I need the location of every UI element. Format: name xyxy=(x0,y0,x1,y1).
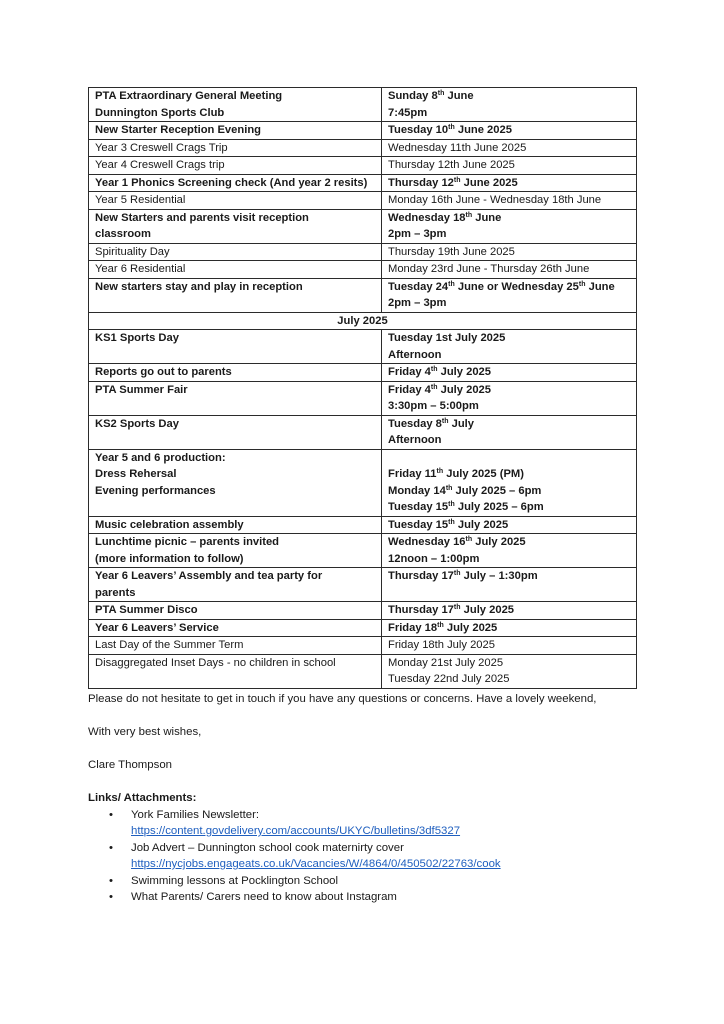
link-item xyxy=(109,807,648,840)
table-row xyxy=(89,654,637,688)
date-part: Thursday 12 xyxy=(388,176,454,189)
date-part: Sunday 8 xyxy=(388,90,438,102)
bullet-icon: • xyxy=(109,841,113,854)
date-part: 2pm – 3pm xyxy=(388,228,447,240)
date-cell xyxy=(382,261,637,279)
table-row xyxy=(89,619,637,637)
date-text xyxy=(388,105,630,122)
date-text xyxy=(388,517,630,534)
date-part: Wednesday 16 xyxy=(388,536,466,548)
date-part: Friday 4 xyxy=(388,383,431,396)
link-url[interactable]: https://content.govdelivery.com/accounts/UKYC/bulletins/3df5327 xyxy=(131,825,461,837)
event-text: KS2 Sports Day xyxy=(95,417,179,430)
date-text xyxy=(388,499,630,516)
link-item-text: Job Advert – Dunnington school cook maternirty cover xyxy=(131,841,404,854)
date-part: June xyxy=(472,211,502,224)
table-row xyxy=(89,174,637,192)
event-text: Year 6 Leavers’ Service xyxy=(95,621,219,634)
table-row xyxy=(89,88,637,122)
event-text: Evening performances xyxy=(95,484,216,497)
date-text xyxy=(388,210,630,227)
date-text xyxy=(388,432,630,449)
event-text: Dunnington Sports Club xyxy=(95,106,225,119)
date-cell xyxy=(382,192,637,210)
date-part: Tuesday 10 xyxy=(388,124,449,136)
event-text: PTA Extraordinary General Meeting xyxy=(95,90,283,102)
date-cell xyxy=(382,449,637,516)
table-row xyxy=(89,192,637,210)
date-cell xyxy=(382,157,637,175)
event-cell xyxy=(89,602,382,620)
month-header-row xyxy=(89,312,637,330)
event-text: Lunchtime picnic – parents invited xyxy=(95,536,280,548)
date-text xyxy=(388,157,630,174)
date-text xyxy=(388,602,630,619)
event-cell xyxy=(89,364,382,382)
bullet-icon: • xyxy=(109,874,113,887)
link-item-text: York Families Newsletter: xyxy=(131,808,260,821)
event-text: Year 1 Phonics Screening check (And year 2 resits) xyxy=(95,176,368,189)
table-row xyxy=(89,139,637,157)
event-text: Dress Rehersal xyxy=(95,468,177,480)
ordinal-suffix: th xyxy=(453,176,461,184)
date-part: Friday 18th July 2025 xyxy=(388,639,495,651)
event-text: Year 5 and 6 production: xyxy=(95,451,226,464)
event-text: New Starters and parents visit reception xyxy=(95,211,309,224)
ordinal-suffix: th xyxy=(448,280,455,288)
link-item xyxy=(109,873,648,890)
table-row xyxy=(89,209,637,243)
event-text: New starters stay and play in reception xyxy=(95,280,303,293)
date-part: Thursday 17 xyxy=(388,604,454,616)
date-part: Tuesday 15 xyxy=(388,518,449,531)
date-cell xyxy=(382,139,637,157)
event-cell xyxy=(89,381,382,415)
date-part: July 2025 xyxy=(472,536,526,548)
date-text xyxy=(388,122,630,139)
event-cell xyxy=(89,88,382,122)
table-row xyxy=(89,516,637,534)
date-text xyxy=(388,534,630,551)
event-cell xyxy=(89,278,382,312)
date-part: Tuesday 24 xyxy=(388,280,449,293)
event-cell xyxy=(89,568,382,602)
date-part: Monday 21st July 2025 xyxy=(388,656,504,669)
event-text: Year 4 Creswell Crags trip xyxy=(95,159,225,171)
date-part: Thursday 12th June 2025 xyxy=(388,159,515,171)
event-text: Year 5 Residential xyxy=(95,194,186,206)
date-part: Tuesday 8 xyxy=(388,417,442,430)
events-table xyxy=(88,87,637,689)
date-text xyxy=(388,671,630,688)
event-text: parents xyxy=(95,586,136,599)
date-part: July 2025 (PM) xyxy=(443,468,524,480)
date-part: June 2025 xyxy=(460,176,518,189)
link-item-text: What Parents/ Carers need to know about Instagram xyxy=(131,891,397,903)
link-url[interactable]: https://nycjobs.engageats.co.uk/Vacancies/W/4864/0/450502/22763/cook xyxy=(131,858,501,870)
date-text xyxy=(388,483,630,500)
event-text: New Starter Reception Evening xyxy=(95,124,261,136)
closing-message: Please do not hesitate to get in touch if you have any questions or concerns. Have a lovely weekend, xyxy=(88,693,597,705)
ordinal-suffix: th xyxy=(453,604,461,611)
date-cell xyxy=(382,88,637,122)
date-cell xyxy=(382,209,637,243)
ordinal-suffix: th xyxy=(437,621,444,629)
ordinal-suffix: th xyxy=(437,90,445,97)
date-cell xyxy=(382,174,637,192)
date-part: Tuesday 15 xyxy=(388,501,449,513)
bullet-icon: • xyxy=(109,808,113,821)
event-text: Year 3 Creswell Crags Trip xyxy=(95,141,228,154)
signature: Clare Thompson xyxy=(88,759,172,771)
date-text xyxy=(388,620,630,637)
date-part: June 2025 xyxy=(454,124,512,136)
event-cell xyxy=(89,192,382,210)
event-text: PTA Summer Fair xyxy=(95,383,188,396)
ordinal-suffix: th xyxy=(465,211,473,219)
ordinal-suffix: th xyxy=(445,484,453,492)
date-part: Afternoon xyxy=(388,348,442,361)
event-cell xyxy=(89,157,382,175)
event-cell xyxy=(89,330,382,364)
date-part: July 2025 xyxy=(454,518,509,531)
link-item-text: Swimming lessons at Pocklington School xyxy=(131,874,339,887)
table-row xyxy=(89,243,637,261)
link-item xyxy=(109,840,648,873)
date-part: Monday 14 xyxy=(388,484,446,497)
table-row xyxy=(89,637,637,655)
date-part: June xyxy=(444,90,474,102)
date-text xyxy=(388,347,630,364)
date-part: Thursday 19th June 2025 xyxy=(388,245,515,258)
date-text xyxy=(388,655,630,672)
date-part: July 2025 – 6pm xyxy=(452,484,542,497)
date-text xyxy=(388,330,630,347)
date-part: Afternoon xyxy=(388,434,442,446)
date-cell xyxy=(382,602,637,620)
closing-wishes: With very best wishes, xyxy=(88,726,202,738)
event-cell xyxy=(89,449,382,516)
date-part: July 2025 xyxy=(460,604,515,616)
date-part: Tuesday 1st July 2025 xyxy=(388,332,506,344)
table-row xyxy=(89,122,637,140)
date-text xyxy=(388,295,630,312)
date-part: July 2025 xyxy=(437,366,492,378)
event-cell xyxy=(89,122,382,140)
event-cell xyxy=(89,139,382,157)
date-part: Thursday 17 xyxy=(388,570,454,582)
ordinal-suffix: th xyxy=(430,383,438,391)
month-header: July 2025 xyxy=(89,312,637,330)
date-part: Monday 16th June - Wednesday 18th June xyxy=(388,194,602,206)
date-part: Wednesday 11th June 2025 xyxy=(388,141,527,154)
date-part: Friday 4 xyxy=(388,366,431,378)
event-text: Spirituality Day xyxy=(95,245,170,258)
event-cell xyxy=(89,619,382,637)
event-cell xyxy=(89,534,382,568)
date-part: 12noon – 1:00pm xyxy=(388,552,480,565)
date-text xyxy=(388,551,630,568)
event-text: PTA Summer Disco xyxy=(95,604,198,616)
date-cell xyxy=(382,654,637,688)
event-text: Year 6 Residential xyxy=(95,263,186,275)
date-text xyxy=(388,637,630,654)
date-cell xyxy=(382,415,637,449)
date-part: June or Wednesday 25 xyxy=(454,280,579,293)
bullet-icon: • xyxy=(109,891,113,903)
date-cell xyxy=(382,516,637,534)
table-row xyxy=(89,157,637,175)
date-text xyxy=(388,88,630,105)
event-text: Music celebration assembly xyxy=(95,518,244,531)
links-section xyxy=(88,790,648,906)
ordinal-suffix: th xyxy=(465,536,473,543)
table-row xyxy=(89,278,637,312)
table-row xyxy=(89,449,637,516)
date-cell xyxy=(382,278,637,312)
ordinal-suffix: th xyxy=(453,570,461,577)
date-text xyxy=(388,398,630,415)
date-text xyxy=(388,416,630,433)
date-cell xyxy=(382,568,637,602)
date-cell xyxy=(382,637,637,655)
date-part: Friday 18 xyxy=(388,621,438,634)
date-text xyxy=(388,364,630,381)
date-text xyxy=(388,261,630,278)
date-cell xyxy=(382,619,637,637)
date-part: Wednesday 18 xyxy=(388,211,466,224)
event-text: classroom xyxy=(95,228,151,240)
date-text xyxy=(388,244,630,261)
ordinal-suffix: th xyxy=(448,501,455,508)
table-row xyxy=(89,381,637,415)
table-row xyxy=(89,261,637,279)
table-row xyxy=(89,364,637,382)
date-part: July 2025 xyxy=(443,621,498,634)
date-part: July – 1:30pm xyxy=(460,570,538,582)
date-text xyxy=(388,192,630,209)
ordinal-suffix: th xyxy=(441,417,449,425)
ordinal-suffix: th xyxy=(578,280,586,288)
date-part: 3:30pm – 5:00pm xyxy=(388,400,479,412)
event-text: KS1 Sports Day xyxy=(95,332,179,344)
date-text xyxy=(388,140,630,157)
table-row xyxy=(89,534,637,568)
links-heading: Links/ Attachments: xyxy=(88,792,197,804)
link-item xyxy=(109,889,648,906)
date-cell xyxy=(382,243,637,261)
ordinal-suffix: th xyxy=(436,468,444,475)
ordinal-suffix: th xyxy=(430,366,438,373)
date-cell xyxy=(382,534,637,568)
date-cell xyxy=(382,364,637,382)
links-list xyxy=(88,807,648,906)
event-cell xyxy=(89,415,382,449)
event-cell xyxy=(89,261,382,279)
date-cell xyxy=(382,122,637,140)
date-text xyxy=(388,226,630,243)
date-text xyxy=(388,279,630,296)
table-row xyxy=(89,415,637,449)
event-text: Last Day of the Summer Term xyxy=(95,639,244,651)
date-part: July 2025 xyxy=(437,383,492,396)
table-row xyxy=(89,568,637,602)
date-text xyxy=(388,466,630,483)
date-text xyxy=(388,175,630,192)
date-text xyxy=(388,568,630,585)
date-part: Tuesday 22nd July 2025 xyxy=(388,673,510,685)
date-part: Friday 11 xyxy=(388,468,437,480)
event-cell xyxy=(89,209,382,243)
date-part: June xyxy=(585,280,615,293)
event-text: Disaggregated Inset Days - no children in school xyxy=(95,656,336,669)
blank-line xyxy=(388,450,630,467)
table-row xyxy=(89,330,637,364)
date-part: 7:45pm xyxy=(388,106,428,119)
date-cell xyxy=(382,381,637,415)
event-cell xyxy=(89,174,382,192)
date-part: Monday 23rd June - Thursday 26th June xyxy=(388,263,590,275)
date-part: 2pm – 3pm xyxy=(388,297,447,309)
date-text xyxy=(388,382,630,399)
date-cell xyxy=(382,330,637,364)
event-text: (more information to follow) xyxy=(95,552,244,565)
event-cell xyxy=(89,516,382,534)
date-part: July 2025 – 6pm xyxy=(454,501,544,513)
event-text: Reports go out to parents xyxy=(95,366,232,378)
ordinal-suffix: th xyxy=(448,518,455,526)
event-cell xyxy=(89,243,382,261)
ordinal-suffix: th xyxy=(448,124,455,131)
event-cell xyxy=(89,654,382,688)
table-row xyxy=(89,602,637,620)
event-text: Year 6 Leavers’ Assembly and tea party for xyxy=(95,570,323,582)
event-cell xyxy=(89,637,382,655)
date-part: July xyxy=(448,417,474,430)
